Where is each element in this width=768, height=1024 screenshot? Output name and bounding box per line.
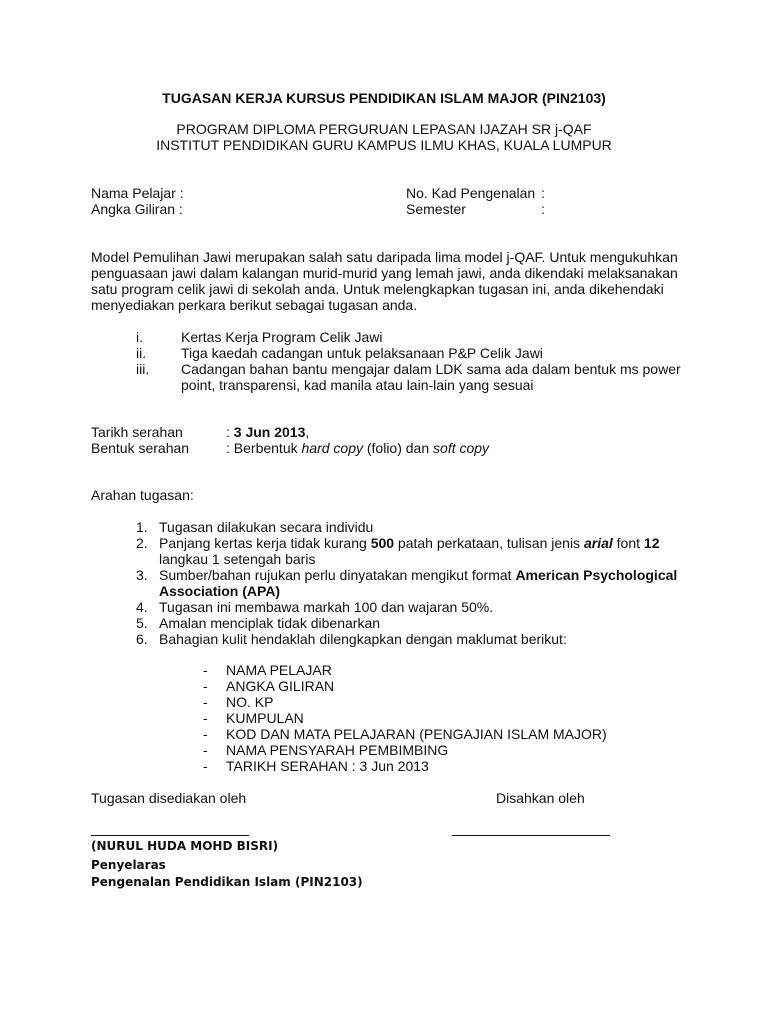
prepared-by-label: Tugasan disediakan oleh xyxy=(91,790,247,806)
task-number: i. xyxy=(136,329,143,345)
intro-line-4: menyediakan perkara berikut sebagai tugasan anda. xyxy=(91,297,418,313)
task-number: iii. xyxy=(136,361,150,377)
task-number: ii. xyxy=(136,345,147,361)
instructions-heading: Arahan tugasan: xyxy=(91,487,194,503)
cover-item: NAMA PELAJAR xyxy=(226,662,332,678)
cover-item: NO. KP xyxy=(226,694,274,710)
instruction-number: 5. xyxy=(136,615,148,631)
approved-by-label: Disahkan oleh xyxy=(496,790,585,806)
task-text: Kertas Kerja Program Celik Jawi xyxy=(181,329,383,345)
instruction-number: 2. xyxy=(136,535,148,551)
intro-line-3: satu program celik jawi di sekolah anda. Untuk melengkapkan tugasan ini, anda dikehendaki xyxy=(91,281,664,297)
submission-form-value: : Berbentuk hard copy (folio) dan soft copy xyxy=(226,440,490,456)
preparer-signature-line xyxy=(91,835,249,836)
cover-item: NAMA PENSYARAH PEMBIMBING xyxy=(226,742,449,758)
instruction-item-2-continued: langkau 1 setengah baris xyxy=(159,551,316,567)
cover-item-dash: - xyxy=(203,678,208,694)
document-title: TUGASAN KERJA KURSUS PENDIDIKAN ISLAM MAJOR (PIN2103) xyxy=(162,90,606,106)
task-text: Tiga kaedah cadangan untuk pelaksanaan P&P Celik Jawi xyxy=(181,345,543,361)
instruction-item-3-continued: Association (APA) xyxy=(159,583,281,599)
preparer-role: Penyelaras xyxy=(91,858,166,872)
preparer-unit: Pengenalan Pendidikan Islam (PIN2103) xyxy=(91,875,363,889)
program-line: PROGRAM DIPLOMA PERGURUAN LEPASAN IJAZAH SR j-QAF xyxy=(176,121,592,137)
instruction-number: 4. xyxy=(136,599,148,615)
cover-item: KUMPULAN xyxy=(226,710,304,726)
instruction-number: 6. xyxy=(136,631,148,647)
index-number-label: Angka Giliran : xyxy=(91,201,183,217)
instruction-item-2: Panjang kertas kerja tidak kurang 500 patah perkataan, tulisan jenis arial font 12 xyxy=(159,535,660,551)
cover-item-dash: - xyxy=(203,758,208,774)
preparer-name: (NURUL HUDA MOHD BISRI) xyxy=(91,839,279,853)
submission-date-label: Tarikh serahan xyxy=(91,424,183,440)
task-text-continued: point, transparensi, kad manila atau lain-lain yang sesuai xyxy=(181,377,534,393)
instruction-item-3: Sumber/bahan rujukan perlu dinyatakan mengikut format American Psychological xyxy=(159,567,678,583)
cover-item-dash: - xyxy=(203,726,208,742)
instruction-item-1: Tugasan dilakukan secara individu xyxy=(159,519,374,535)
approver-signature-line xyxy=(452,835,610,836)
task-text: Cadangan bahan bantu mengajar dalam LDK sama ada dalam bentuk ms power xyxy=(181,361,681,377)
institute-line: INSTITUT PENDIDIKAN GURU KAMPUS ILMU KHAS, KUALA LUMPUR xyxy=(156,137,612,153)
submission-date-value: : 3 Jun 2013, xyxy=(226,424,310,440)
semester-label: Semester xyxy=(406,201,466,217)
instruction-item-5: Amalan menciplak tidak dibenarkan xyxy=(159,615,381,631)
cover-item: TARIKH SERAHAN : 3 Jun 2013 xyxy=(226,758,429,774)
submission-form-label: Bentuk serahan xyxy=(91,440,190,456)
ic-number-label: No. Kad Pengenalan xyxy=(406,185,536,201)
intro-line-2: penguasaan jawi dalam kalangan murid-murid yang lemah jawi, anda dikendaki melaksanakan xyxy=(91,265,678,281)
cover-item-dash: - xyxy=(203,710,208,726)
student-name-label: Nama Pelajar : xyxy=(91,185,184,201)
instruction-number: 3. xyxy=(136,567,148,583)
instruction-item-6: Bahagian kulit hendaklah dilengkapkan dengan maklumat berikut: xyxy=(159,631,567,647)
cover-item: ANGKA GILIRAN xyxy=(226,678,335,694)
semester-colon: : xyxy=(541,201,545,217)
cover-item-dash: - xyxy=(203,662,208,678)
instruction-item-4: Tugasan ini membawa markah 100 dan wajaran 50%. xyxy=(159,599,494,615)
intro-line-1: Model Pemulihan Jawi merupakan salah satu daripada lima model j-QAF. Untuk mengukuhkan xyxy=(91,249,678,265)
cover-item: KOD DAN MATA PELAJARAN (PENGAJIAN ISLAM MAJOR) xyxy=(226,726,607,742)
cover-item-dash: - xyxy=(203,694,208,710)
instruction-number: 1. xyxy=(136,519,148,535)
ic-number-colon: : xyxy=(541,185,545,201)
cover-item-dash: - xyxy=(203,742,208,758)
